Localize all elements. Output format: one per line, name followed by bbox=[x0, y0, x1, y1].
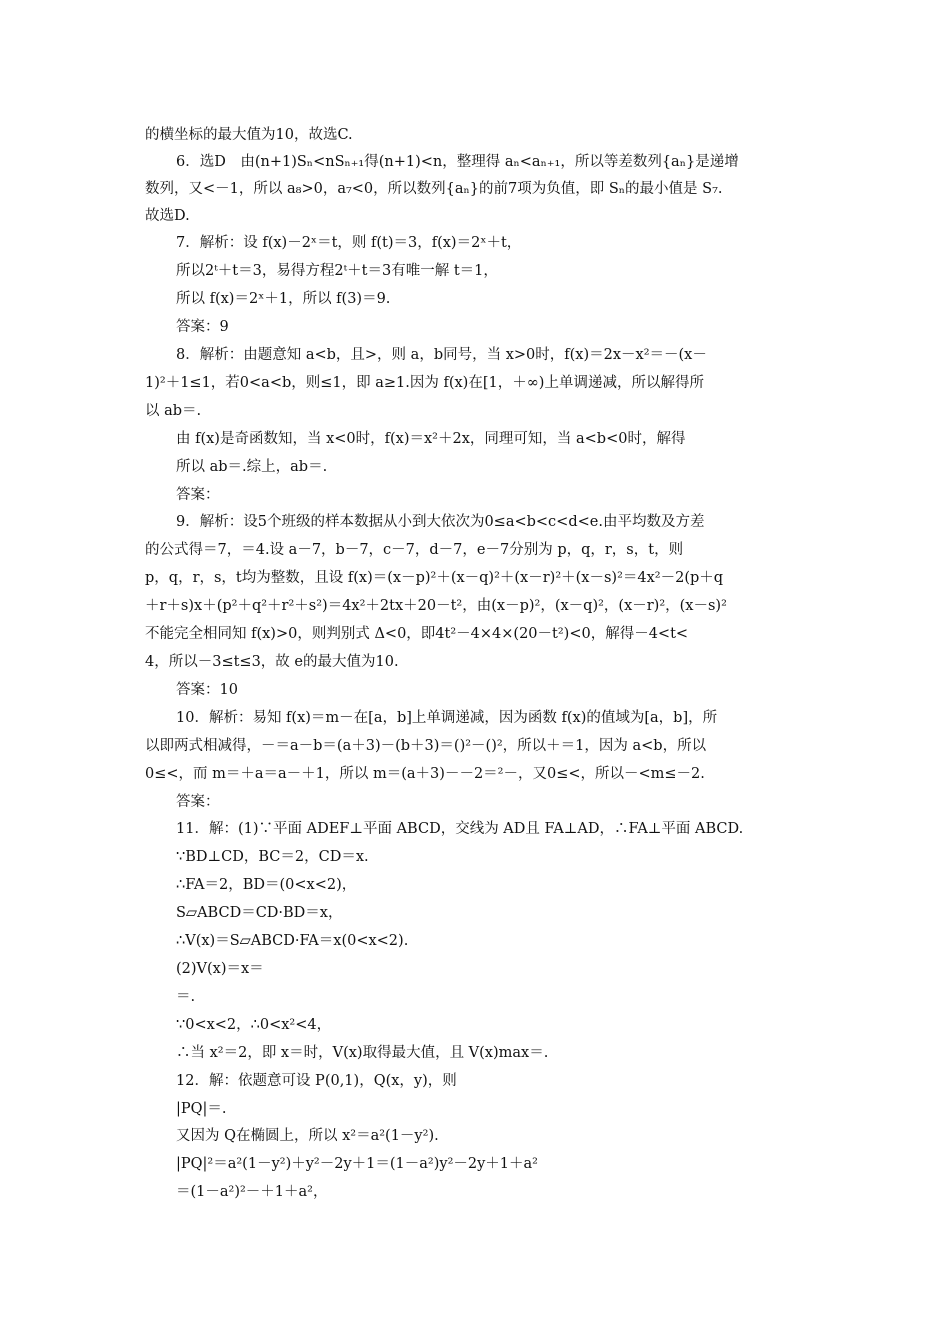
text-line: 8．解析：由题意知 a<b，且>，则 a，b同号，当 x>0时，f(x)＝2x－x²＝－(x－ bbox=[176, 347, 707, 363]
text-line: 9．解析：设5个班级的样本数据从小到大依次为0≤a<b<c<d<e.由平均数及方差 bbox=[176, 514, 705, 530]
text-line: ＝. bbox=[176, 989, 196, 1005]
text-line: 又因为 Q在椭圆上，所以 x²＝a²(1－y²). bbox=[176, 1128, 439, 1144]
text-line: 7．解析：设 f(x)－2ˣ＝t，则 f(t)＝3，f(x)＝2ˣ＋t， bbox=[176, 235, 522, 251]
text-line: 所以 f(x)＝2ˣ＋1，所以 f(3)＝9. bbox=[176, 291, 391, 307]
text-line: 所以2ᵗ＋t＝3，易得方程2ᵗ＋t＝3有唯一解 t＝1， bbox=[176, 263, 498, 279]
text-line: 不能完全相同知 f(x)>0，则判别式 Δ<0，即4t²－4×4×(20－t²)<0，解得－4<t< bbox=[145, 626, 689, 642]
text-line: p，q，r，s，t均为整数，且设 f(x)＝(x－p)²＋(x－q)²＋(x－r)²＋(x－s)²＝4x²－2(p＋q bbox=[145, 570, 724, 586]
text-line: 的公式得＝7，＝4.设 a－7，b－7，c－7，d－7，e－7分别为 p，q，r，s，t，则 bbox=[145, 542, 684, 558]
text-line: ＋r＋s)x＋(p²＋q²＋r²＋s²)＝4x²＋2tx＋20－t²，由(x－p)²，(x－q)²，(x－r)²，(x－s)² bbox=[145, 598, 727, 614]
text-line: ∴V(x)＝S▱ABCD·FA＝x(0<x<2). bbox=[176, 933, 409, 949]
text-line: 以 ab＝. bbox=[145, 403, 202, 419]
text-line: (2)V(x)＝x＝ bbox=[176, 961, 264, 977]
text-line: S▱ABCD＝CD·BD＝x， bbox=[176, 905, 343, 921]
text-line: 0≤<，而 m＝＋a＝a－＋1，所以 m＝(a＋3)－－2＝²－，又0≤<，所以－<m≤－2. bbox=[145, 766, 705, 782]
text-line: 1)²＋1≤1，若0<a<b，则≤1，即 a≥1.因为 f(x)在[1，＋∞)上单调递减，所以解得所 bbox=[145, 375, 704, 391]
text-line: 12．解：依题意可设 P(0,1)，Q(x，y)，则 bbox=[176, 1073, 457, 1089]
text-line: 的横坐标的最大值为10，故选C. bbox=[145, 127, 353, 143]
text-line: 由 f(x)是奇函数知，当 x<0时，f(x)＝x²＋2x，同理可知，当 a<b<0时，解得 bbox=[176, 431, 686, 447]
text-line: 以即两式相减得，－＝a－b＝(a＋3)－(b＋3)＝()²－()²，所以＋＝1，因为 a<b，所以 bbox=[145, 738, 707, 754]
text-line: 11．解：(1)∵平面 ADEF⊥平面 ABCD，交线为 AD且 FA⊥AD，∴FA⊥平面 ABCD. bbox=[176, 821, 744, 837]
text-line: 故选D. bbox=[145, 208, 190, 224]
text-line: ∴当 x²＝2，即 x＝时，V(x)取得最大值，且 V(x)max＝. bbox=[176, 1045, 549, 1061]
text-line: 答案： bbox=[176, 487, 220, 503]
text-line: ∵0<x<2，∴0<x²<4， bbox=[176, 1017, 332, 1033]
text-line: |PQ|＝. bbox=[176, 1101, 227, 1117]
text-line: 10．解析：易知 f(x)＝m－在[a，b]上单调递减，因为函数 f(x)的值域为[a，b]，所 bbox=[176, 710, 718, 726]
text-line: ∵BD⊥CD，BC＝2，CD＝x. bbox=[176, 849, 369, 865]
text-line: 答案：10 bbox=[176, 682, 238, 698]
text-line: 答案： bbox=[176, 794, 220, 810]
text-line: 所以 ab＝.综上，ab＝. bbox=[176, 459, 328, 475]
text-line: ∴FA＝2，BD＝(0<x<2)， bbox=[176, 877, 357, 893]
text-line: 数列，又<－1，所以 a₈>0，a₇<0，所以数列{aₙ}的前7项为负值，即 Sₙ的最小值是 S₇. bbox=[145, 181, 723, 197]
text-line: 答案：9 bbox=[176, 319, 229, 335]
text-line: 6．选D 由(n+1)Sₙ<nSₙ₊₁得(n+1)<n，整理得 aₙ<aₙ₊₁，所以等差数列{aₙ}是递增 bbox=[176, 154, 739, 170]
text-line: |PQ|²＝a²(1－y²)＋y²－2y＋1＝(1－a²)y²－2y＋1＋a² bbox=[176, 1156, 538, 1172]
text-line: ＝(1－a²)²－＋1＋a²， bbox=[176, 1184, 328, 1200]
text-line: 4，所以－3≤t≤3，故 e的最大值为10. bbox=[145, 654, 399, 670]
